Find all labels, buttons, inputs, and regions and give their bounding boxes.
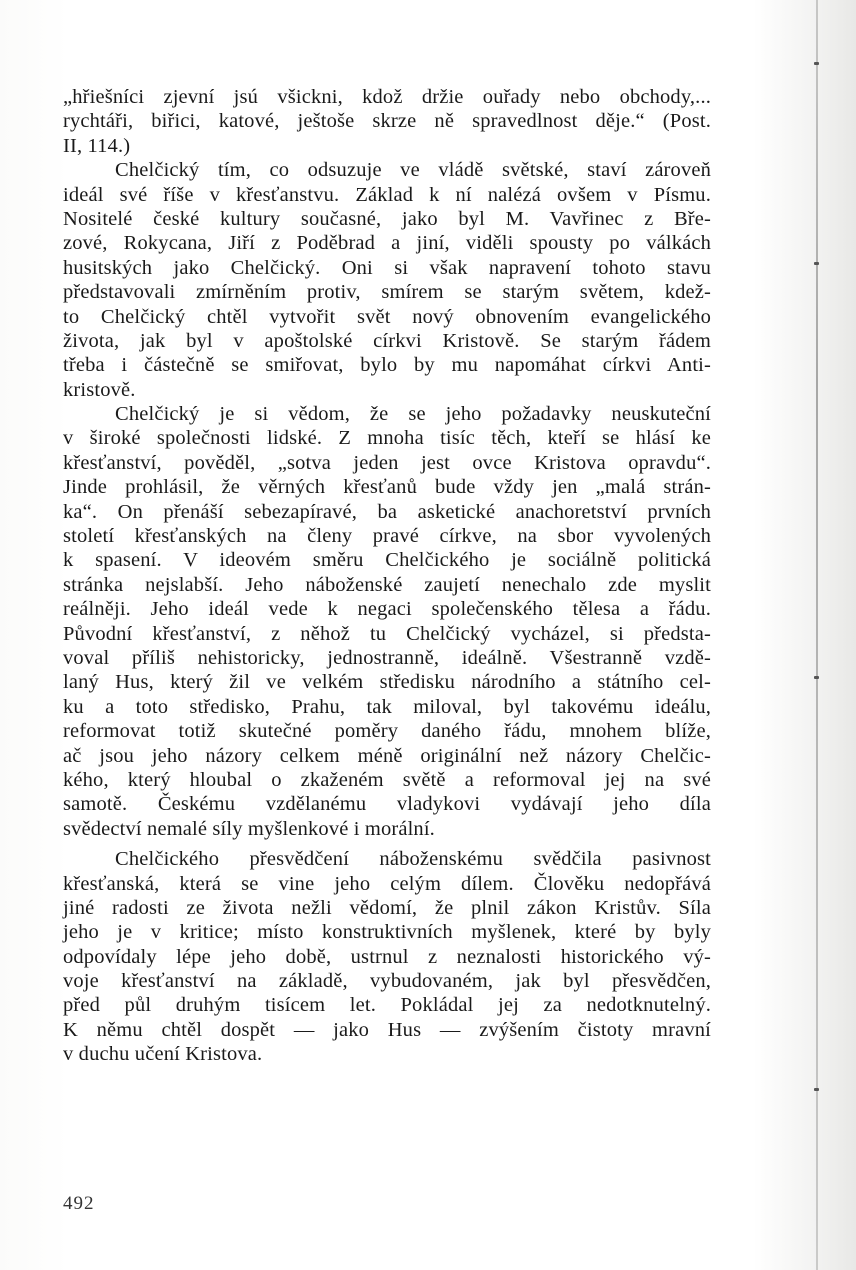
text-line: představovali zmírněním protiv, smírem se starým světem, kdež- (63, 281, 711, 304)
text-line: Chelčický je si vědom, že se jeho požadavky neuskuteční (115, 403, 711, 426)
text-line: před půl druhým tisícem let. Pokládal jej za nedotknutelný. (63, 994, 711, 1017)
text-line: „hřiešníci zjevní jsú všickni, kdož držie ouřady nebo obchody,... (63, 86, 711, 108)
text-line: voje křesťanství na základě, vybudovaném, jak byl přesvědčen, (63, 970, 711, 993)
text-line: K němu chtěl dospět — jako Hus — zvýšením čistoty mravní (63, 1018, 711, 1041)
text-line: laný Hus, který žil ve velkém středisku národního a státního cel- (63, 671, 711, 694)
text-line: kého, který hloubal o zkaženém světě a reformoval jej na své (63, 768, 711, 791)
body-text (63, 85, 711, 1067)
text-line: stránka nejslabší. Jeho náboženské zaujetí nenechalo zde myslit (63, 573, 711, 596)
paragraph (63, 847, 711, 1067)
text-line: ideál své říše v křesťanstvu. Základ k ní nalézá ovšem v Písmu. (63, 183, 711, 206)
page-binding-edge (816, 0, 818, 1270)
paragraph (63, 158, 711, 402)
text-line: svědectví nemalé síly myšlenkové i morální. (63, 817, 435, 840)
text-line: Původní křesťanství, z něhož tu Chelčický vycházel, si předsta- (63, 622, 711, 645)
edge-mark (814, 262, 819, 265)
text-line: století křesťanských na členy pravé církve, na sbor vyvolených (63, 525, 711, 548)
text-line: reformovat totiž skutečné poměry daného řádu, mnohem blíže, (63, 720, 711, 743)
text-line: Chelčického přesvědčení náboženskému svědčila pasivnost (115, 848, 711, 871)
text-line: zové, Rokycana, Jiří z Poděbrad a jiní, viděli spousty po válkách (63, 232, 711, 255)
text-line: II, 114.) (63, 134, 131, 157)
edge-mark (814, 676, 819, 679)
text-line: jeho je v kritice; místo konstruktivních myšlenek, které by byly (63, 921, 711, 944)
text-line: v široké společnosti lidské. Z mnoha tisíc těch, kteří se hlásí ke (63, 427, 711, 450)
page-number: 492 (63, 1193, 95, 1214)
text-line: voval příliš nehistoricky, jednostranně, ideálně. Všestranně vzdě- (63, 646, 711, 669)
text-line: ač jsou jeho názory celkem méně originální než názory Chelčic- (63, 744, 711, 767)
text-line: křesťanství, pověděl, „sotva jeden jest ovce Kristova opravdu“. (63, 451, 711, 474)
text-line: to Chelčický chtěl vytvořit svět nový obnovením evangelického (63, 305, 711, 328)
text-line: křesťanská, která se vine jeho celým dílem. Člověku nedopřává (63, 872, 711, 895)
text-line: rychtáři, biřici, katové, ještoše skrze ně spravedlnost děje.“ (Post. (63, 110, 711, 133)
text-line: Nositelé české kultury současné, jako byl M. Vavřinec z Bře- (63, 207, 711, 230)
edge-mark (814, 62, 819, 65)
edge-mark (814, 1088, 819, 1091)
text-line: Jinde prohlásil, že věrných křesťanů bude vždy jen „malá strán- (63, 476, 711, 499)
text-line: v duchu učení Kristova. (63, 1043, 263, 1066)
text-line: husitských jako Chelčický. Oni si však napravení tohoto stavu (63, 256, 711, 279)
paragraph (63, 85, 711, 158)
text-line: života, jak byl v apoštolské církvi Kristově. Se starým řádem (63, 329, 711, 352)
text-line: odpovídaly lépe jeho době, ustrnul z neznalosti historického vý- (63, 945, 711, 968)
text-line: reálněji. Jeho ideál vede k negaci společenského tělesa a řádu. (63, 598, 711, 621)
text-line: jiné radosti ze života nežli vědomí, že plnil zákon Kristův. Síla (63, 896, 711, 919)
text-line: ka“. On přenáší sebezapíravé, ba asketické anachoretství prvních (63, 500, 711, 523)
text-line: Chelčický tím, co odsuzuje ve vládě světské, staví zároveň (115, 159, 711, 182)
text-line: kristově. (63, 378, 136, 401)
text-line: třeba i částečně se smiřovat, bylo by mu napomáhat církvi Anti- (63, 354, 711, 377)
text-line: samotě. Českému vzdělanému vladykovi vydávají jeho díla (63, 793, 711, 816)
text-line: k spasení. V ideovém směru Chelčického je sociálně politická (63, 549, 711, 572)
paragraph (63, 402, 711, 841)
text-line: ku a toto středisko, Prahu, tak miloval, byl takovému ideálu, (63, 695, 711, 718)
